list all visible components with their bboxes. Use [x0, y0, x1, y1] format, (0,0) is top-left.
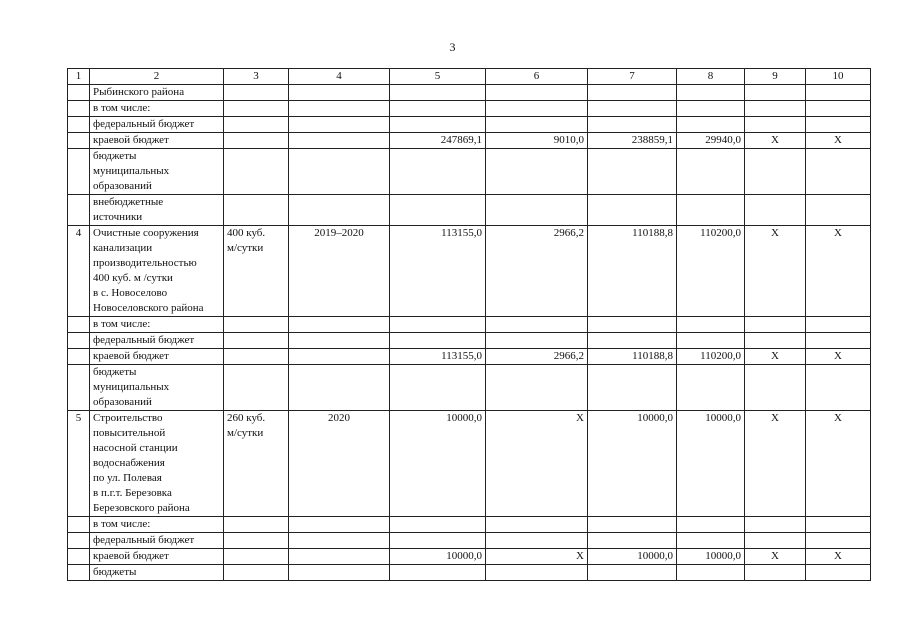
table-cell: 2019–2020	[289, 226, 390, 317]
table-cell: краевой бюджет	[90, 349, 224, 365]
table-cell: Х	[806, 133, 871, 149]
table-cell: федеральный бюджет	[90, 117, 224, 133]
table-cell	[806, 365, 871, 411]
table-cell	[289, 317, 390, 333]
table-cell: 2020	[289, 411, 390, 517]
table-cell: краевой бюджет	[90, 549, 224, 565]
table-row	[68, 565, 871, 581]
table-cell: 10000,0	[677, 411, 745, 517]
table-cell	[486, 149, 588, 195]
table-row	[68, 517, 871, 533]
table-cell	[486, 365, 588, 411]
table-cell	[68, 349, 90, 365]
table-cell	[289, 349, 390, 365]
table-cell	[68, 333, 90, 349]
table-row	[68, 411, 871, 517]
table-cell	[224, 117, 289, 133]
table-cell	[745, 533, 806, 549]
table-cell	[224, 101, 289, 117]
table-cell	[486, 533, 588, 549]
table-cell	[745, 333, 806, 349]
table-cell	[588, 565, 677, 581]
table-cell	[806, 195, 871, 226]
table-cell: Х	[806, 349, 871, 365]
table-cell	[677, 533, 745, 549]
table-cell: Х	[745, 349, 806, 365]
table-cell: 238859,1	[588, 133, 677, 149]
table-cell: внебюджетные источники	[90, 195, 224, 226]
table-cell: в том числе:	[90, 101, 224, 117]
table-cell: 110200,0	[677, 349, 745, 365]
table-cell	[390, 101, 486, 117]
table-cell: 110188,8	[588, 349, 677, 365]
table-cell	[588, 517, 677, 533]
table-cell	[289, 133, 390, 149]
table-row	[68, 133, 871, 149]
table-cell	[390, 317, 486, 333]
table-row	[68, 349, 871, 365]
table-cell	[588, 85, 677, 101]
table-cell	[68, 85, 90, 101]
column-header-8: 8	[677, 69, 745, 85]
table-cell: Х	[486, 411, 588, 517]
table-cell: Строительство повысительной насосной станции водоснабжения по ул. Полевая в п.г.т. Березовка Березовского района	[90, 411, 224, 517]
table-cell	[806, 149, 871, 195]
table-cell: 5	[68, 411, 90, 517]
table-cell	[224, 365, 289, 411]
table-row	[68, 101, 871, 117]
table-cell: в том числе:	[90, 517, 224, 533]
table-cell	[745, 117, 806, 133]
table-cell	[745, 565, 806, 581]
table-cell	[806, 101, 871, 117]
table-cell	[68, 365, 90, 411]
table-cell	[390, 195, 486, 226]
table-cell: Х	[806, 226, 871, 317]
column-header-7: 7	[588, 69, 677, 85]
column-header-3: 3	[224, 69, 289, 85]
column-header-4: 4	[289, 69, 390, 85]
table-row	[68, 365, 871, 411]
table-cell	[486, 565, 588, 581]
table-cell	[68, 565, 90, 581]
table-cell: бюджеты муниципальных образований	[90, 365, 224, 411]
table-cell	[677, 195, 745, 226]
table-cell: 247869,1	[390, 133, 486, 149]
table-cell	[224, 517, 289, 533]
table-cell	[677, 85, 745, 101]
table-cell: 400 куб. м/сутки	[224, 226, 289, 317]
column-header-1: 1	[68, 69, 90, 85]
table-cell	[588, 195, 677, 226]
table-cell	[806, 517, 871, 533]
table-cell: Х	[486, 549, 588, 565]
table-cell	[806, 85, 871, 101]
table-cell: Х	[806, 549, 871, 565]
table-cell	[68, 317, 90, 333]
table-cell	[588, 533, 677, 549]
table-cell	[224, 333, 289, 349]
table-cell: бюджеты	[90, 565, 224, 581]
table-cell	[224, 533, 289, 549]
table-cell	[745, 517, 806, 533]
table-cell	[390, 365, 486, 411]
table-row	[68, 226, 871, 317]
table-cell: краевой бюджет	[90, 133, 224, 149]
table-cell	[289, 517, 390, 533]
table-cell	[68, 133, 90, 149]
table-cell: 10000,0	[588, 549, 677, 565]
table-cell	[745, 101, 806, 117]
table-cell	[806, 317, 871, 333]
table-cell	[68, 101, 90, 117]
column-header-10: 10	[806, 69, 871, 85]
table-row	[68, 149, 871, 195]
column-header-6: 6	[486, 69, 588, 85]
table-cell	[486, 101, 588, 117]
table-cell: Х	[745, 226, 806, 317]
table-cell	[677, 317, 745, 333]
table-cell	[224, 549, 289, 565]
table-cell	[806, 117, 871, 133]
table-cell	[289, 195, 390, 226]
table-cell	[588, 333, 677, 349]
table-row	[68, 195, 871, 226]
table-cell	[390, 149, 486, 195]
table-cell: федеральный бюджет	[90, 333, 224, 349]
table-cell	[390, 117, 486, 133]
table-cell	[224, 85, 289, 101]
table-cell	[677, 333, 745, 349]
table-cell: 113155,0	[390, 349, 486, 365]
table-cell	[68, 117, 90, 133]
table-cell	[390, 533, 486, 549]
table-cell	[289, 565, 390, 581]
table-cell	[486, 517, 588, 533]
table-cell	[390, 85, 486, 101]
table-cell	[289, 549, 390, 565]
table-cell	[486, 85, 588, 101]
table-header-row	[68, 69, 871, 85]
table-cell: Х	[745, 411, 806, 517]
table-cell	[806, 533, 871, 549]
table-cell: 113155,0	[390, 226, 486, 317]
table-cell	[68, 195, 90, 226]
table-cell: 2966,2	[486, 226, 588, 317]
table-cell	[745, 195, 806, 226]
table-cell	[289, 117, 390, 133]
page-number: 3	[449, 40, 456, 54]
table-cell	[224, 195, 289, 226]
table-cell: Х	[745, 549, 806, 565]
table-cell	[289, 365, 390, 411]
table-cell	[224, 349, 289, 365]
table-cell	[68, 517, 90, 533]
column-header-2: 2	[90, 69, 224, 85]
table-cell	[745, 365, 806, 411]
table-cell: 10000,0	[390, 549, 486, 565]
table-cell: федеральный бюджет	[90, 533, 224, 549]
table-cell: 9010,0	[486, 133, 588, 149]
table-cell	[677, 117, 745, 133]
table-row	[68, 549, 871, 565]
table-cell: Х	[745, 133, 806, 149]
table-cell	[486, 333, 588, 349]
table-cell	[390, 565, 486, 581]
table-cell	[677, 101, 745, 117]
table-cell: в том числе:	[90, 317, 224, 333]
table-cell: Очистные сооружения канализации производительностью 400 куб. м /сутки в с. Новоселово Новоселовского района	[90, 226, 224, 317]
table-row	[68, 533, 871, 549]
table-cell	[289, 85, 390, 101]
table-cell	[224, 133, 289, 149]
table-cell: 10000,0	[677, 549, 745, 565]
table-row	[68, 333, 871, 349]
table-cell: бюджеты муниципальных образований	[90, 149, 224, 195]
table-cell	[745, 149, 806, 195]
table-cell: 4	[68, 226, 90, 317]
table-cell	[289, 533, 390, 549]
table-row	[68, 117, 871, 133]
table-cell	[289, 149, 390, 195]
table-cell	[68, 549, 90, 565]
table-cell: 2966,2	[486, 349, 588, 365]
table-cell	[588, 149, 677, 195]
table-cell	[588, 117, 677, 133]
table-cell	[224, 149, 289, 195]
table-row	[68, 317, 871, 333]
table-cell	[588, 365, 677, 411]
table-cell	[677, 365, 745, 411]
table-cell	[390, 333, 486, 349]
table-cell	[588, 317, 677, 333]
table-cell	[68, 149, 90, 195]
table-cell	[806, 565, 871, 581]
table-cell	[486, 317, 588, 333]
column-header-9: 9	[745, 69, 806, 85]
table-cell: 10000,0	[588, 411, 677, 517]
column-header-5: 5	[390, 69, 486, 85]
table-cell	[224, 565, 289, 581]
table-cell	[486, 195, 588, 226]
table-cell	[224, 317, 289, 333]
table-cell: Рыбинского района	[90, 85, 224, 101]
table-cell	[390, 517, 486, 533]
table-cell: 10000,0	[390, 411, 486, 517]
table-row	[68, 85, 871, 101]
table-cell	[677, 565, 745, 581]
table-cell	[588, 101, 677, 117]
table-cell: 29940,0	[677, 133, 745, 149]
table-cell	[745, 85, 806, 101]
table-cell	[486, 117, 588, 133]
table-cell: 110188,8	[588, 226, 677, 317]
table-cell: Х	[806, 411, 871, 517]
table-cell: 260 куб. м/сутки	[224, 411, 289, 517]
table-cell	[68, 533, 90, 549]
table-cell	[677, 517, 745, 533]
table-cell	[745, 317, 806, 333]
table-cell	[677, 149, 745, 195]
table-cell: 110200,0	[677, 226, 745, 317]
budget-table	[67, 68, 871, 581]
table-cell	[806, 333, 871, 349]
table-cell	[289, 333, 390, 349]
table-cell	[289, 101, 390, 117]
